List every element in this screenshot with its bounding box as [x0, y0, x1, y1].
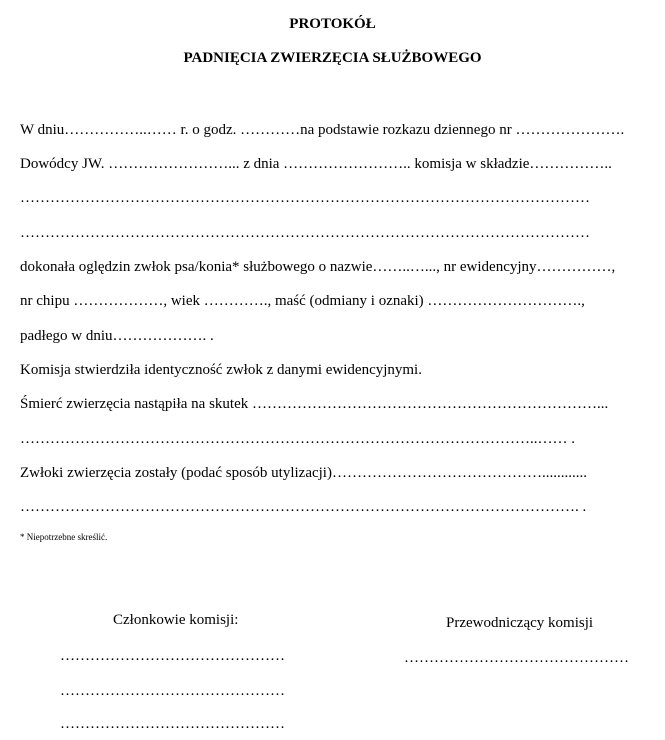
body-line-blank-1: ……………………………………………………………………………………………………	[20, 190, 590, 206]
body-line-identity: Komisja stwierdziła identyczność zwłok z danymi ewidencyjnymi.	[20, 362, 422, 378]
body-line-commander: Dowódcy JW. ……………………... z dnia …………………….. komisja w składzie……………..	[20, 156, 612, 172]
body-line-disposal-cont: …………………………………………………………………………………………………. .	[20, 499, 587, 515]
body-line-inspection: dokonała oględzin zwłok psa/konia* służbowego o nazwie……..…..., nr ewidencyjny……………,	[20, 259, 616, 275]
footnote: * Niepotrzebne skreślić.	[20, 532, 108, 542]
body-line-chip: nr chipu ………………, wiek …………., maść (odmiany i oznaki) ………………………….,	[20, 293, 585, 309]
document-subtitle: PADNIĘCIA ZWIERZĘCIA SŁUŻBOWEGO	[183, 50, 482, 66]
chair-label: Przewodniczący komisji	[446, 615, 594, 631]
body-line-date: W dniu……………..…… r. o godz. …………na podstawie rozkazu dziennego nr ………………….	[20, 122, 625, 138]
body-line-cause-cont: …………………………………………………………………………………………..…… .	[20, 431, 575, 447]
member-signature-line-3: ………………………………………	[60, 716, 285, 732]
body-line-disposal: Zwłoki zwierzęcia zostały (podać sposób utylizacji)……………………………………............	[20, 465, 587, 481]
member-signature-line-2: ………………………………………	[60, 683, 285, 699]
chair-signature-line: ………………………………………	[404, 650, 629, 666]
member-signature-line-1: ………………………………………	[60, 648, 285, 664]
body-line-death-date: padłego w dniu………………. .	[20, 328, 214, 344]
document-title: PROTOKÓŁ	[289, 16, 376, 32]
body-line-cause: Śmierć zwierzęcia nastąpiła na skutek ……………………………………………………………...	[20, 396, 609, 412]
members-label: Członkowie komisji:	[113, 612, 239, 628]
body-line-blank-2: ……………………………………………………………………………………………………	[20, 225, 590, 241]
